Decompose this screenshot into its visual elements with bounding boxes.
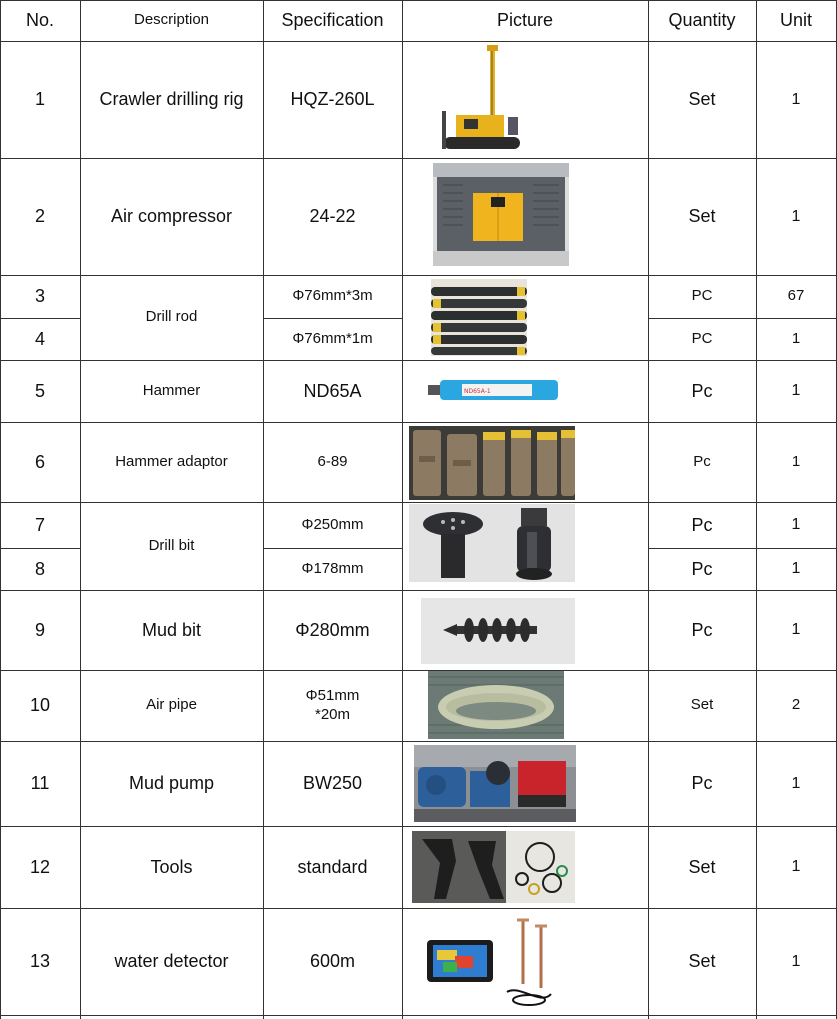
- table-row-description: Hammer: [142, 381, 201, 399]
- table-row-unit: 1: [791, 382, 801, 399]
- table-row-quantity: Set: [688, 951, 716, 972]
- header-description: Description: [133, 11, 210, 29]
- header-no: No.: [25, 10, 54, 31]
- hammer-adaptor-image: [409, 426, 575, 500]
- table-row-quantity: Pc: [691, 514, 713, 535]
- table-row-description: Drill rod: [145, 308, 198, 326]
- hammer-image: [428, 378, 560, 402]
- table-row-no: 4: [34, 328, 45, 349]
- table-row-specification: standard: [297, 856, 368, 877]
- table-row-description: Crawler drilling rig: [99, 89, 244, 110]
- table-row-specification: ND65A: [303, 380, 362, 401]
- table-row-description: Air compressor: [110, 206, 233, 227]
- tools-image: [412, 831, 575, 903]
- table-row-unit: 1: [791, 560, 801, 577]
- table-row-quantity: Pc: [691, 773, 713, 794]
- table-row-no: 7: [34, 514, 45, 535]
- table-row-description: Drill bit: [148, 536, 195, 554]
- table-row-unit: 1: [791, 774, 801, 792]
- table-row-description: Mud bit: [141, 619, 202, 640]
- table-row-description: Air pipe: [146, 696, 197, 714]
- table-row-no: 1: [34, 89, 45, 110]
- table-row-quantity: Set: [688, 206, 716, 227]
- table-row-quantity: Pc: [691, 558, 713, 579]
- header-quantity: Quantity: [668, 10, 736, 31]
- air-compressor-image: [433, 163, 569, 266]
- table-row-no: 9: [34, 619, 45, 640]
- crawler-drilling-rig-image: [436, 45, 524, 155]
- table-row-specification: Φ250mm: [301, 515, 364, 533]
- table-row-no: 8: [34, 558, 45, 579]
- table-row-specification: Φ178mm: [301, 559, 364, 577]
- table-row-no: 2: [34, 206, 45, 227]
- drill-rod-image: [431, 279, 527, 356]
- table-row-unit: 1: [791, 90, 801, 108]
- hammer-label: ND65A-1: [464, 388, 491, 395]
- table-row-description: Mud pump: [128, 773, 215, 794]
- table-row-unit: 1: [791, 207, 801, 225]
- table-row-specification: Φ76mm*3m: [292, 287, 373, 305]
- table-row-quantity: Pc: [693, 452, 711, 470]
- table-row-specification: 6-89: [317, 452, 348, 470]
- table-row-unit: 1: [791, 952, 801, 970]
- water-detector-image: [423, 914, 559, 1010]
- table-row-unit: 67: [787, 287, 805, 305]
- table-row-no: 12: [29, 856, 51, 877]
- table-row-description: water detector: [114, 951, 229, 972]
- table-row-unit: 1: [791, 329, 801, 347]
- air-pipe-image: [428, 671, 564, 739]
- table-row-specification: Φ76mm*1m: [292, 329, 373, 347]
- table-row-quantity: Set: [688, 89, 716, 110]
- table-row-specification: Φ280mm: [295, 619, 370, 640]
- table-row-no: 13: [29, 951, 51, 972]
- header-specification: Specification: [281, 10, 384, 31]
- table-row-no: 3: [34, 286, 45, 307]
- table-row-unit: 1: [791, 858, 801, 875]
- table-row-quantity: PC: [691, 287, 713, 305]
- header-picture: Picture: [496, 10, 554, 31]
- table-row-specification: 600m: [309, 951, 356, 972]
- table-row-quantity: Pc: [691, 380, 713, 401]
- table-row-specification: Φ51mm *20m: [305, 686, 360, 723]
- mud-pump-image: [414, 745, 576, 822]
- table-row-quantity: PC: [691, 329, 713, 347]
- table-row-quantity: Set: [690, 696, 714, 714]
- table-row-unit: 1: [791, 452, 801, 470]
- table-row-specification: HQZ-260L: [290, 89, 375, 110]
- table-row-unit: 2: [791, 696, 801, 714]
- header-unit: Unit: [779, 10, 812, 31]
- table-row-unit: 1: [791, 621, 801, 638]
- table-row-no: 11: [30, 773, 50, 794]
- table-row-specification: 24-22: [309, 206, 356, 227]
- mud-bit-image: [421, 598, 575, 664]
- table-row-no: 5: [34, 380, 45, 401]
- table-row-quantity: Set: [688, 856, 716, 877]
- table-row-description: Hammer adaptor: [115, 452, 228, 470]
- table-row-specification: BW250: [302, 773, 363, 794]
- drill-bit-image: [409, 504, 575, 582]
- table-row-no: 6: [34, 451, 45, 472]
- table-row-unit: 1: [791, 516, 801, 533]
- table-row-description: Tools: [150, 856, 193, 877]
- table-row-quantity: Pc: [691, 619, 713, 640]
- table-row-no: 10: [29, 695, 51, 716]
